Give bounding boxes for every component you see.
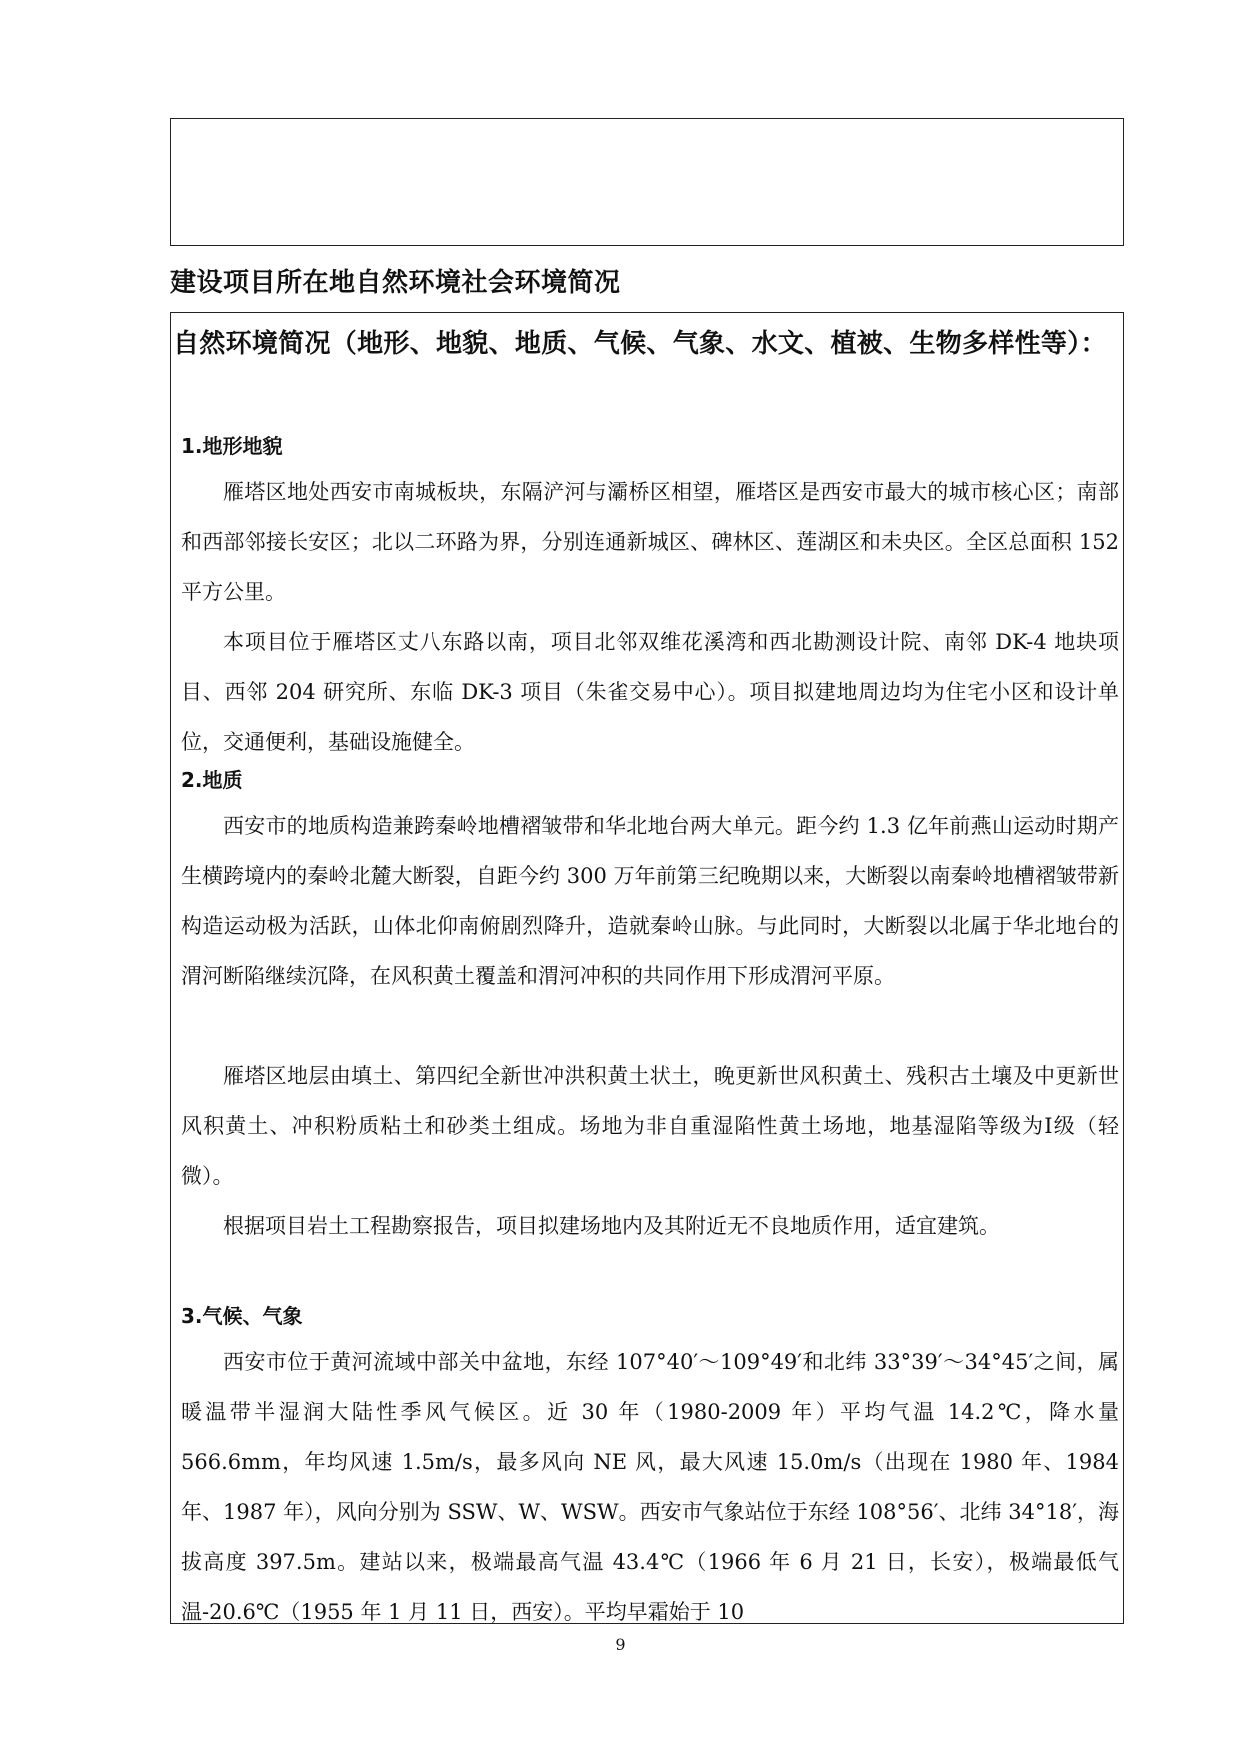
paragraph-climate-1: 西安市位于黄河流域中部关中盆地，东经 107°40′～109°49′和北纬 33°39′～34°45′之间，属暖温带半湿润大陆性季风气候区。近 30 年（1980-2009 年）平均气温 14.2℃，降水量 566.6mm，年均风速 1.5m/s，最多风向 NE 风，最大风速 15.0m/s（出现在 1980 年、1984 年、1987 年），风向分别为 SSW、W、WSW。西安市气象站位于东经 108°56′、北纬 34°18′，海拔高度 397.5m。建站以来，极端最高气温 43.4℃（1966 年 6 月 21 日，长安），极端最低气温-20.6℃（1955 年 1 月 11 日，西安）。平均早霜始于 10 <box>181 1350 1119 1624</box>
box-title: 自然环境简况（地形、地貌、地质、气候、气象、水文、植被、生物多样性等）： <box>173 329 1107 359</box>
subheading-terrain: 1.地形地貌 <box>181 434 283 458</box>
paragraph-geology-1: 西安市的地质构造兼跨秦岭地槽褶皱带和华北地台两大单元。距今约 1.3 亿年前燕山运动时期产生横跨境内的秦岭北麓大断裂，自距今约 300 万年前第三纪晚期以来，大断裂以南秦岭地槽褶皱带新构造运动极为活跃，山体北仰南俯剧烈降升，造就秦岭山脉。与此同时，大断裂以北属于华北地台的渭河断陷继续沉降，在风积黄土覆盖和渭河冲积的共同作用下形成渭河平原。 <box>181 814 1119 988</box>
subheading-climate: 3.气候、气象 <box>181 1304 303 1328</box>
top-empty-box <box>170 118 1124 246</box>
natural-environment-box <box>170 312 1140 1624</box>
subheading-geology: 2.地质 <box>181 768 243 792</box>
paragraph-terrain-1: 雁塔区地处西安市南城板块，东隔浐河与灞桥区相望，雁塔区是西安市最大的城市核心区；南部和西部邻接长安区；北以二环路为界，分别连通新城区、碑林区、莲湖区和未央区。全区总面积 152 平方公里。 <box>181 480 1140 604</box>
section-heading: 建设项目所在地自然环境社会环境简况 <box>170 268 621 298</box>
paragraph-geology-2: 雁塔区地层由填土、第四纪全新世冲洪积黄土状土，晚更新世风积黄土、残积古土壤及中更新世风积黄土、冲积粉质粘土和砂类土组成。场地为非自重湿陷性黄土场地，地基湿陷等级为Ⅰ级（轻微）。 <box>181 1064 1119 1188</box>
page-number: 9 <box>615 1635 626 1654</box>
paragraph-terrain-2: 本项目位于雁塔区丈八东路以南，项目北邻双维花溪湾和西北勘测设计院、南邻 DK-4 地块项目、西邻 204 研究所、东临 DK-3 项目（朱雀交易中心）。项目拟建地周边均为住宅小区和设计单位，交通便利，基础设施健全。 <box>181 630 1119 754</box>
paragraph-geology-3: 根据项目岩土工程勘察报告，项目拟建场地内及其附近无不良地质作用，适宜建筑。 <box>223 1214 1000 1238</box>
